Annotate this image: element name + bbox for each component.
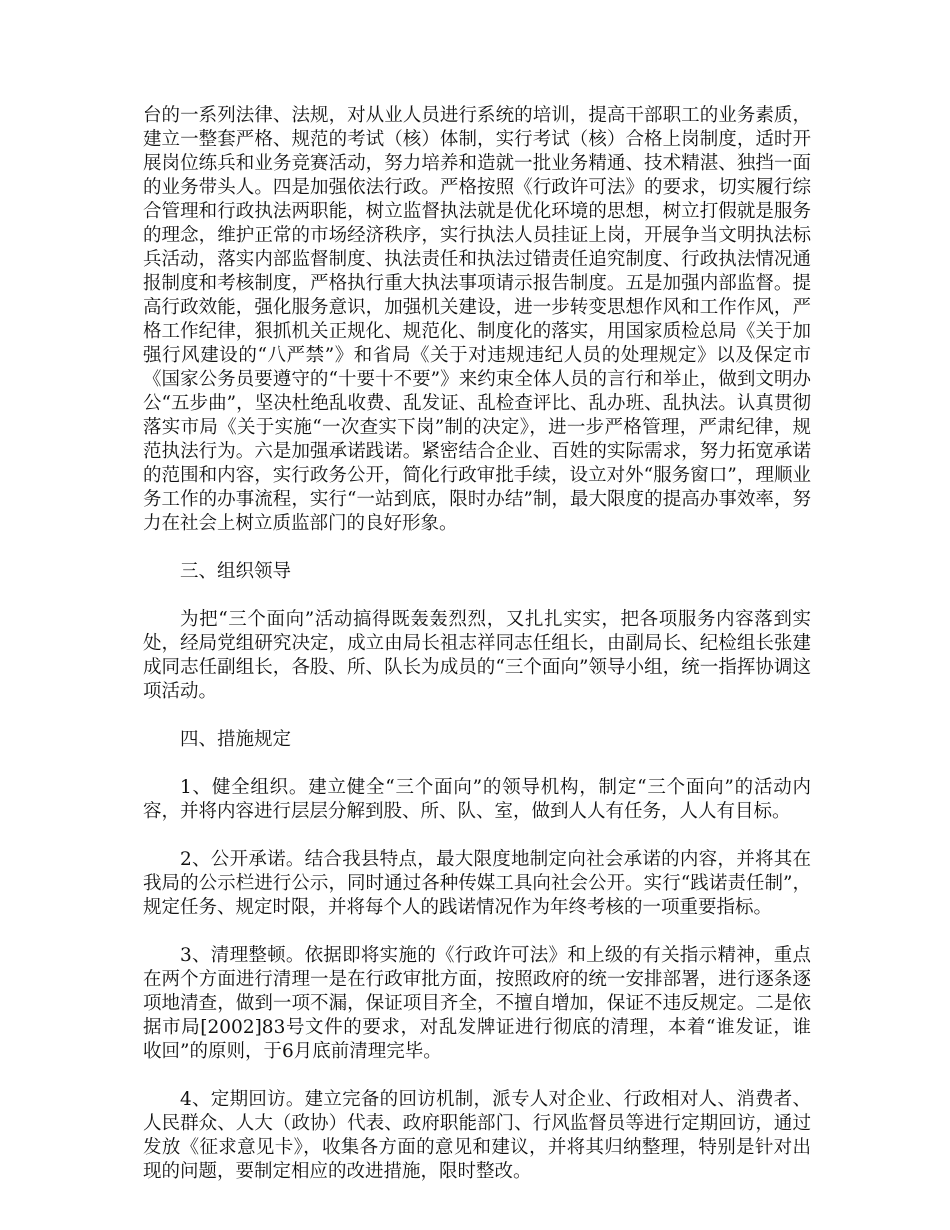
document-page — [143, 104, 811, 1208]
paragraph-continuation: 台的一系列法律、法规，对从业人员进行系统的培训，提高干部职工的业务素质，建立一整套严格、规范的考试（核）体制，实行考试（核）合格上岗制度，适时开展岗位练兵和业务竞赛活动，努力培养和造就一批业务精通、技术精湛、独挡一面的业务带头人。四是加强依法行政。严格按照《行政许可法》的要求，切实履行综合管理和行政执法两职能，树立监督执法就是优化环境的思想，树立打假就是服务的理念，维护正常的市场经济秩序，实行执法人员挂证上岗，开展争当文明执法标兵活动，落实内部监督制度、执法责任和执法过错责任追究制度、行政执法情况通报制度和考核制度，严格执行重大执法事项请示报告制度。五是加强内部监督。提高行政效能，强化服务意识，加强机关建设，进一步转变思想作风和工作作风，严格工作纪律，狠抓机关正规化、规范化、制度化的落实，用国家质检总局《关于加强行风建设的“八严禁”》和省局《关于对违规违纪人员的处理规定》以及保定市《国家公务员要遵守的“十要十不要”》来约束全体人员的言行和举止，做到文明办公“五步曲”，坚决杜绝乱收费、乱发证、乱检查评比、乱办班、乱执法。认真贯彻落实市局《关于实施“一次查实下岗”制的决定》，进一步严格管理，严肃纪律，规范执法行为。六是加强承诺践诺。紧密结合企业、百姓的实际需求，努力拓宽承诺的范围和内容，实行政务公开，简化行政审批手续，设立对外“服务窗口”，理顺业务工作的办事流程，实行“一站到底，限时办结”制，最大限度的提高办事效率，努力在社会上树立质监部门的良好形象。 — [143, 105, 811, 534]
measure-item-1: 1、健全组织。建立健全“三个面向”的领导机构，制定“三个面向”的活动内容，并将内容进行层层分解到股、所、队、室，做到人人有任务，人人有目标。 — [143, 777, 811, 822]
paragraph-organization: 为把“三个面向”活动搞得既轰轰烈烈，又扎扎实实，把各项服务内容落到实处，经局党组研究决定，成立由局长祖志祥同志任组长，由副局长、纪检组长张建成同志任副组长，各股、所、队长为成员的“三个面向”领导小组，统一指挥协调这项活动。 — [143, 609, 811, 702]
measure-item-3: 3、清理整顿。依据即将实施的《行政许可法》和上级的有关指示精神，重点在两个方面进行清理一是在行政审批方面，按照政府的统一安排部署，进行逐条逐项地清查，做到一项不漏，保证项目齐全，不擅自增加，保证不违反规定。二是依据市局[2002]83号文件的要求，对乱发牌证进行彻底的清理，本着“谁发证，谁收回”的原则，于6月底前清理完毕。 — [143, 945, 811, 1062]
section-heading-organization: 三、组织领导 — [180, 561, 292, 582]
measure-item-4: 4、定期回访。建立完备的回访机制，派专人对企业、行政相对人、消费者、人民群众、人大（政协）代表、政府职能部门、行风监督员等进行定期回访，通过发放《征求意见卡》，收集各方面的意见和建议，并将其归纳整理，特别是针对出现的问题，要制定相应的改进措施，限时整改。 — [143, 1089, 811, 1182]
section-heading-measures: 四、措施规定 — [180, 729, 292, 750]
measure-item-2: 2、公开承诺。结合我县特点，最大限度地制定向社会承诺的内容，并将其在我局的公示栏进行公示，同时通过各种传媒工具向社会公开。实行“践诺责任制”，规定任务、规定时限，并将每个人的践诺情况作为年终考核的一项重要指标。 — [143, 849, 811, 918]
